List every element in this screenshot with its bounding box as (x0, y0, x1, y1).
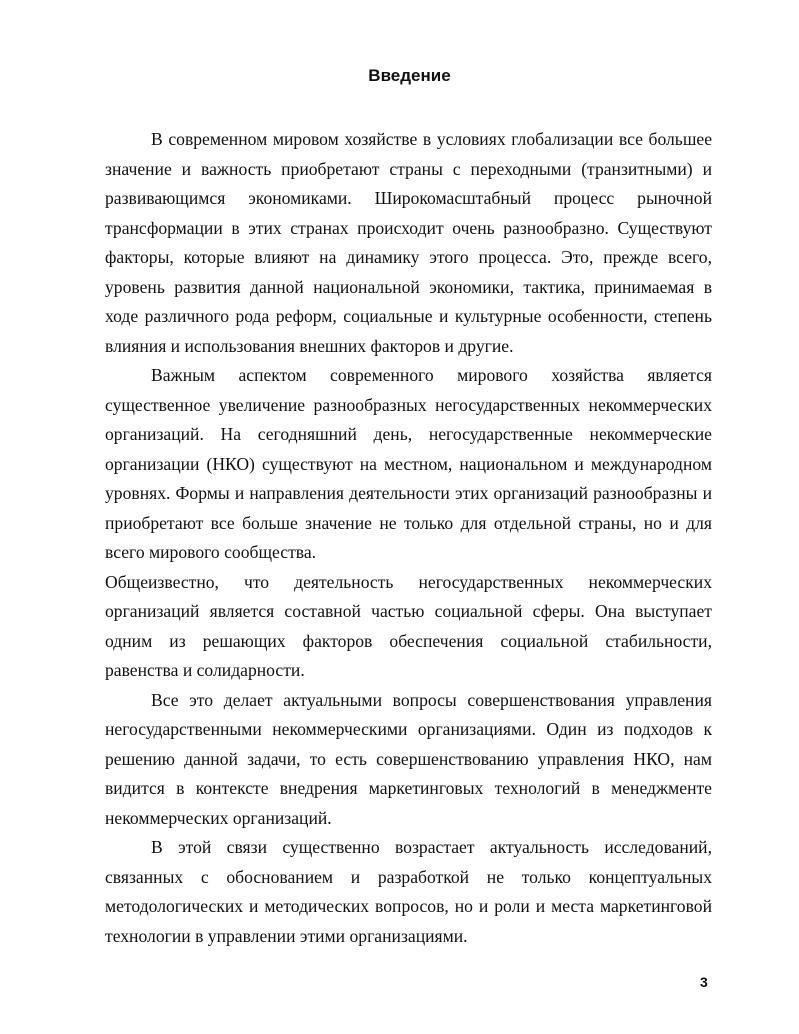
paragraph-1: В современном мировом хозяйстве в условиях глобализации все большее значение и важность приобретают страны с переходными (транзитными) и развивающимся экономиками. Широкомасштабный процесс рыночной трансформации в этих странах происходит очень разнообразно. Существуют факторы, которые влияют на динамику этого процесса. Это, прежде всего, уровень развития данной национальной экономики, тактика, принимаемая в ходе различного рода реформ, социальные и культурные особенности, степень влияния и использования внешних факторов и другие. (105, 129, 712, 356)
page-title: Введение (368, 66, 451, 85)
paragraph-2: Важным аспектом современного мирового хозяйства является существенное увеличение разнообразных негосударственных некоммерческих организаций. На сегодняшний день, негосударственные некоммерческие организации (НКО) существуют на местном, национальном и международном уровнях. Формы и направления деятельности этих организаций разнообразны и приобретают все больше значение не только для отдельной страны, но и для всего мирового сообщества. (105, 365, 712, 562)
page-number: 3 (700, 974, 708, 990)
paragraph-5: В этой связи существенно возрастает актуальность исследований, связанных с обоснованием и разработкой не только концептуальных методологических и методических вопросов, но и роли и места маркетинговой технологии в управлении этими организациями. (105, 837, 712, 946)
paragraph-3: Общеизвестно, что деятельность негосударственных некоммерческих организаций является составной частью социальной сферы. Она выступает одним из решающих факторов обеспечения социальной стабильности, равенства и солидарности. (105, 571, 712, 680)
paragraph-4: Все это делает актуальными вопросы совершенствования управления негосударственными некоммерческими организациями. Один из подходов к решению данной задачи, то есть совершенствованию управления НКО, нам видится в контексте внедрения маркетинговых технологий в менеджменте некоммерческих организаций. (105, 689, 712, 828)
body-text (105, 125, 712, 951)
